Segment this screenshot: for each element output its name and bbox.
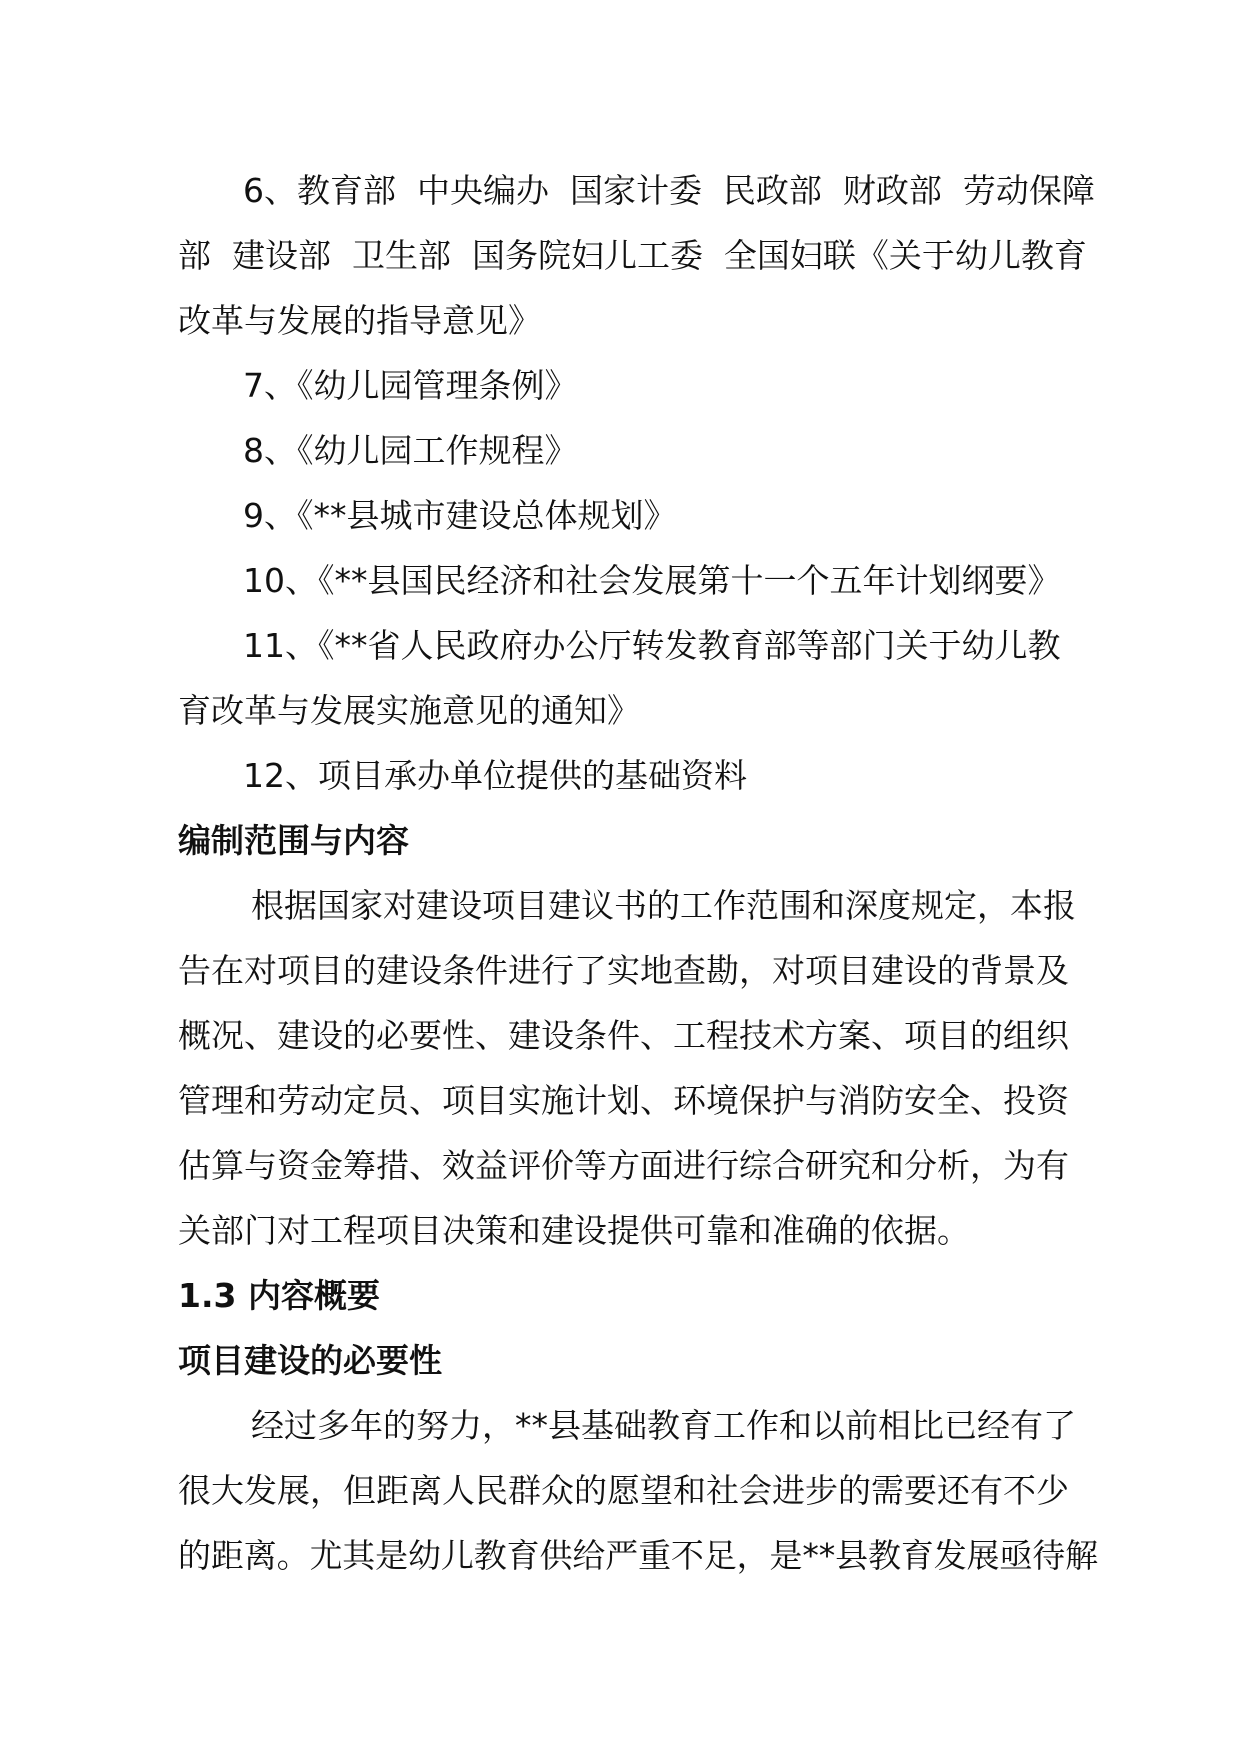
ref-item-9: 9、《**县城市建设总体规划》: [243, 496, 677, 535]
section-heading-scope: 编制范围与内容: [178, 821, 409, 860]
scope-paragraph-line-4: 管理和劳动定员、项目实施计划、环境保护与消防安全、投资: [178, 1081, 1069, 1120]
scope-paragraph-line-5: 估算与资金筹措、效益评价等方面进行综合研究和分析，为有: [178, 1146, 1069, 1185]
scope-paragraph-line-6: 关部门对工程项目决策和建设提供可靠和准确的依据。: [178, 1211, 970, 1250]
document-page: [178, 158, 1098, 1588]
ref-item-7: 7、《幼儿园管理条例》: [243, 366, 578, 405]
ref-item-8: 8、《幼儿园工作规程》: [243, 431, 578, 470]
summary-paragraph-line-1: 经过多年的努力，**县基础教育工作和以前相比已经有了: [251, 1406, 1076, 1445]
ref-item-6-line-3: 改革与发展的指导意见》: [178, 301, 541, 340]
ref-item-10: 10、《**县国民经济和社会发展第十一个五年计划纲要》: [243, 561, 1061, 600]
scope-paragraph-line-3: 概况、建设的必要性、建设条件、工程技术方案、项目的组织: [178, 1016, 1069, 1055]
ref-item-12: 12、项目承办单位提供的基础资料: [243, 756, 747, 795]
ref-item-11-line-2: 育改革与发展实施意见的通知》: [178, 691, 640, 730]
ref-item-6-line-2: 部 建设部 卫生部 国务院妇儿工委 全国妇联《关于幼儿教育: [178, 236, 1087, 275]
summary-paragraph-line-3: 的距离。尤其是幼儿教育供给严重不足，是**县教育发展亟待解: [178, 1536, 1099, 1575]
scope-paragraph-line-1: 根据国家对建设项目建议书的工作范围和深度规定，本报: [251, 886, 1076, 925]
ref-item-11-line-1: 11、《**省人民政府办公厅转发教育部等部门关于幼儿教: [243, 626, 1061, 665]
scope-paragraph-line-2: 告在对项目的建设条件进行了实地查勘，对项目建设的背景及: [178, 951, 1069, 990]
summary-paragraph-line-2: 很大发展，但距离人民群众的愿望和社会进步的需要还有不少: [178, 1471, 1069, 1510]
ref-item-6-line-1: 6、教育部 中央编办 国家计委 民政部 财政部 劳动保障: [243, 171, 1095, 210]
subheading-necessity: 项目建设的必要性: [178, 1341, 442, 1380]
section-heading-summary: 1.3 内容概要: [178, 1276, 380, 1315]
